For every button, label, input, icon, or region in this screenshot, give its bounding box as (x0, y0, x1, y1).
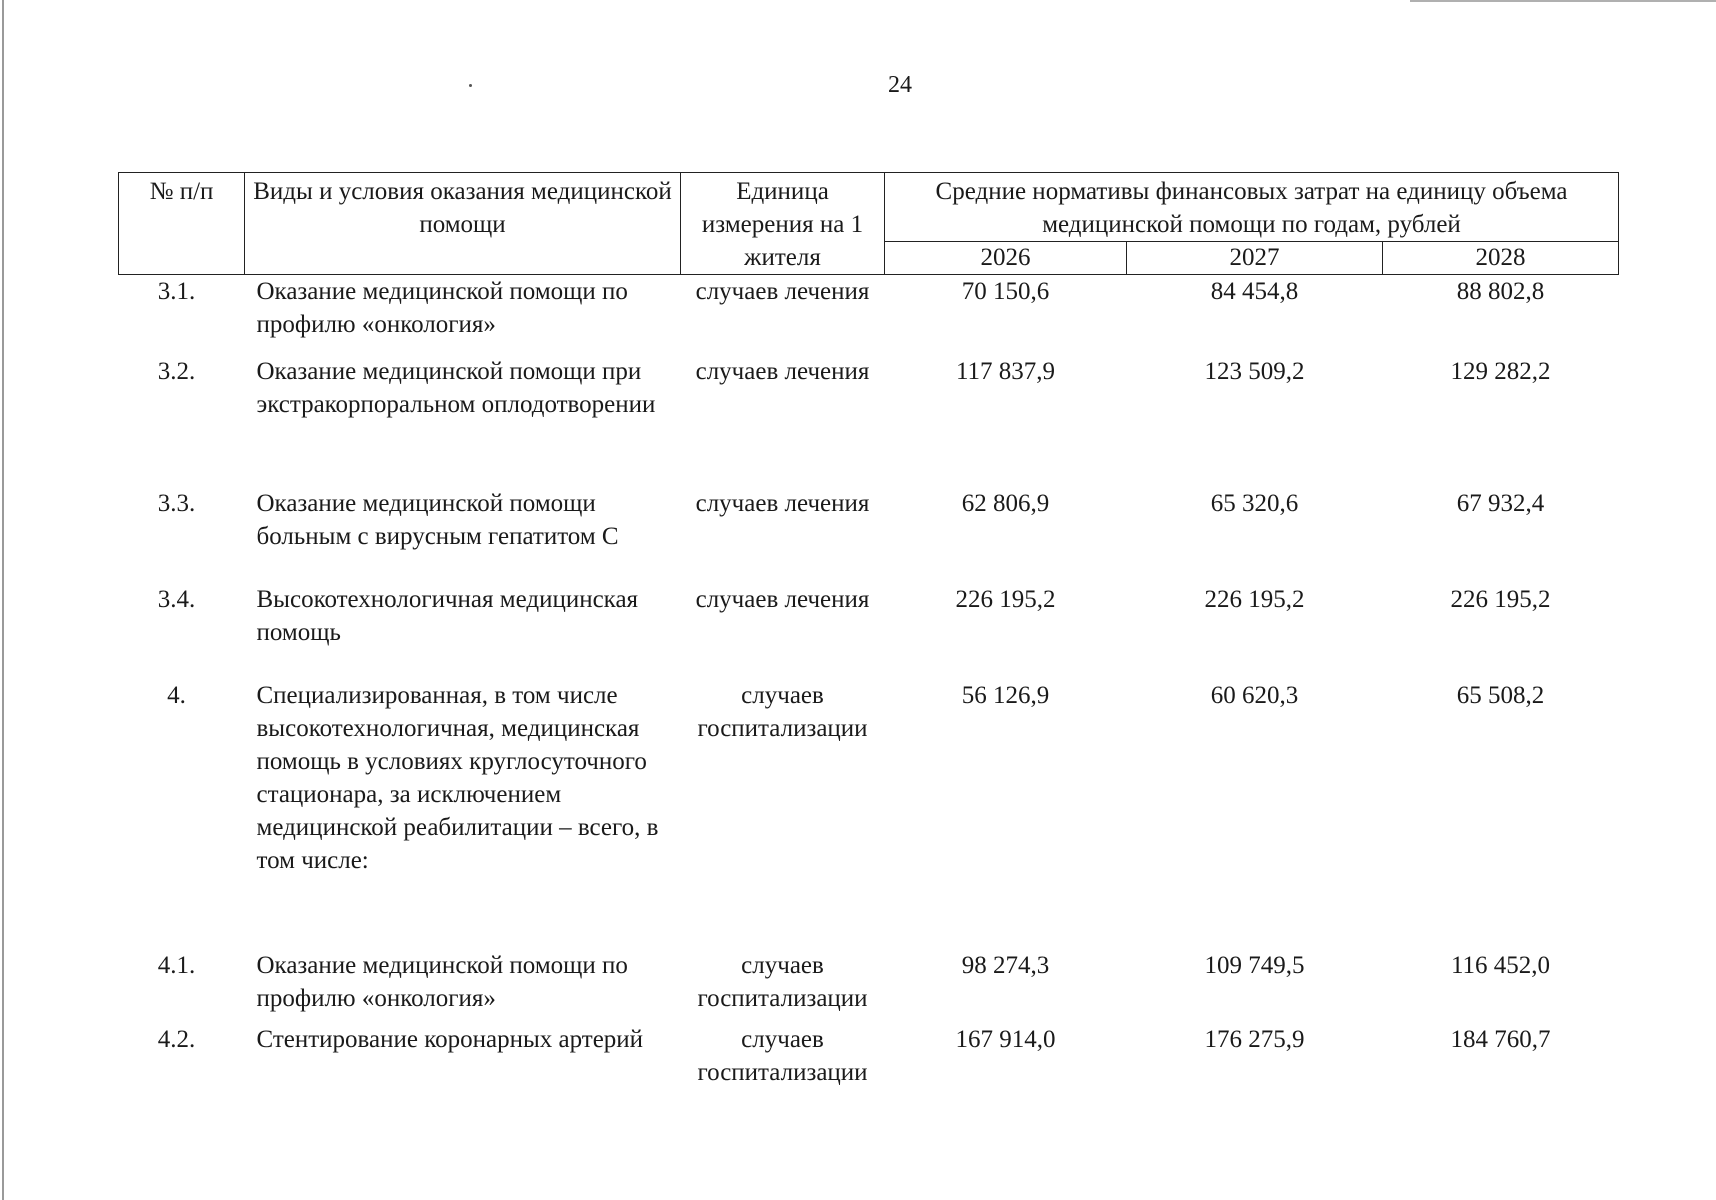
value-2027: 60 620,3 (1210, 681, 1299, 709)
value-2028: 129 282,2 (1450, 357, 1551, 385)
table-row (119, 583, 1619, 679)
header-year-2026: 2026 (885, 242, 1127, 275)
table-body (119, 275, 1619, 1097)
row-unit: случаев лечения (695, 489, 870, 517)
value-2027: 84 454,8 (1210, 278, 1299, 305)
table-header (119, 173, 1619, 275)
row-num: 3.1. (157, 278, 196, 305)
row-unit: случаев госпитализации (697, 951, 868, 1012)
row-unit: случаев госпитализации (697, 681, 868, 742)
header-year-2027: 2027 (1127, 242, 1383, 275)
table-row (119, 679, 1619, 949)
header-year-2028: 2028 (1383, 242, 1619, 275)
scan-edge-top (1410, 0, 1716, 2)
value-2027: 226 195,2 (1204, 585, 1305, 613)
value-2028: 116 452,0 (1450, 951, 1551, 979)
row-unit: случаев лечения (695, 357, 870, 385)
page-number: 24 (888, 72, 912, 98)
value-2028: 88 802,8 (1456, 278, 1545, 305)
value-2027: 109 749,5 (1204, 951, 1305, 979)
value-2027: 176 275,9 (1204, 1025, 1305, 1053)
row-num: 4.2. (157, 1025, 196, 1053)
value-2028: 65 508,2 (1456, 681, 1545, 709)
header-unit: Единица измерения на 1 жителя (681, 173, 885, 275)
row-name: Стентирование коронарных артерий (256, 1025, 644, 1053)
row-num: 3.2. (157, 357, 196, 385)
value-2028: 67 932,4 (1456, 489, 1545, 517)
value-2026: 167 914,0 (955, 1025, 1056, 1053)
row-name: Оказание медицинской помощи больным с вирусным гепатитом С (256, 489, 619, 550)
scan-edge-left (2, 0, 4, 1200)
value-2027: 123 509,2 (1204, 357, 1305, 385)
row-num: 4.1. (157, 951, 196, 979)
table-row (119, 1023, 1619, 1097)
value-2026: 62 806,9 (961, 489, 1050, 517)
row-name: Оказание медицинской помощи по профилю «онкология» (256, 951, 628, 1012)
table-row (119, 275, 1619, 355)
table-row (119, 355, 1619, 487)
header-kind: Виды и условия оказания медицинской помощи (245, 173, 681, 275)
row-name: Оказание медицинской помощи по профилю «онкология» (256, 278, 628, 338)
row-unit: случаев госпитализации (697, 1025, 868, 1086)
value-2028: 226 195,2 (1450, 585, 1551, 613)
header-num: № п/п (119, 173, 245, 275)
financial-norms-table (118, 172, 1619, 1097)
value-2026: 226 195,2 (955, 585, 1056, 613)
row-num: 3.4. (157, 585, 196, 613)
value-2026: 117 837,9 (955, 357, 1056, 385)
row-num: 4. (167, 681, 186, 709)
row-name: Специализированная, в том числе высокотехнологичная, медицинская помощь в условиях круглосуточного стационара, за исключением медицинской реабилитации – всего, в том числе: (256, 681, 659, 874)
row-name: Высокотехнологичная медицинская помощь (256, 585, 639, 646)
table-row (119, 949, 1619, 1023)
value-2026: 98 274,3 (961, 951, 1050, 979)
value-2028: 184 760,7 (1450, 1025, 1551, 1053)
row-unit: случаев лечения (695, 585, 870, 613)
value-2026: 56 126,9 (961, 681, 1050, 709)
header-norms: Средние нормативы финансовых затрат на единицу объема медицинской помощи по годам, рублей (885, 173, 1619, 242)
row-unit: случаев лечения (695, 278, 870, 305)
row-name: Оказание медицинской помощи при экстракорпоральном оплодотворении (256, 357, 656, 418)
table-row (119, 487, 1619, 583)
value-2027: 65 320,6 (1210, 489, 1299, 517)
row-num: 3.3. (157, 489, 196, 517)
value-2026: 70 150,6 (961, 278, 1050, 305)
